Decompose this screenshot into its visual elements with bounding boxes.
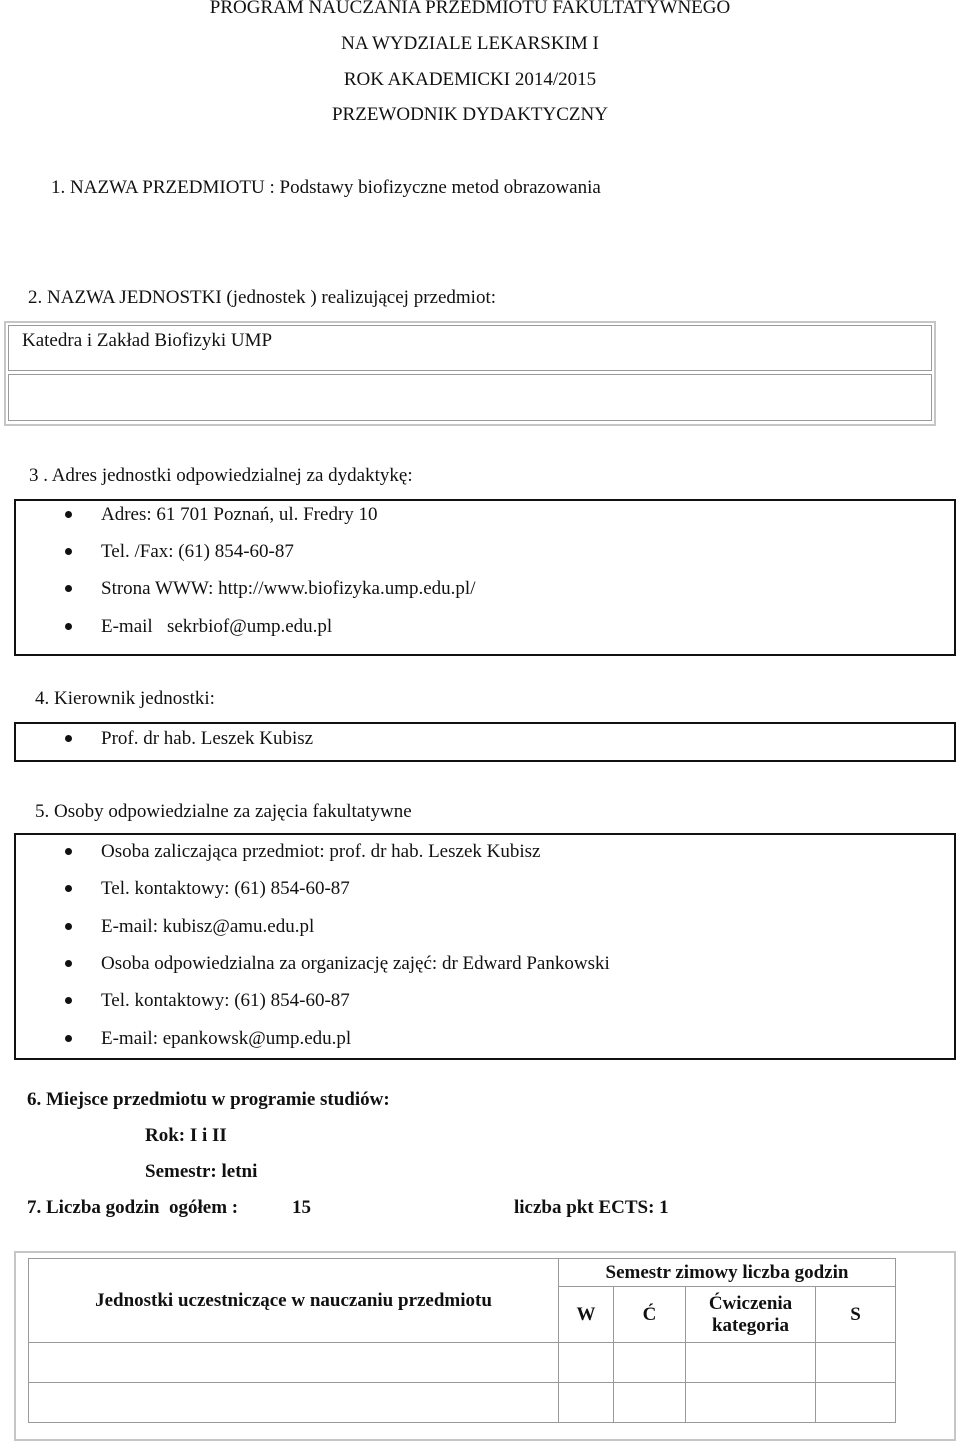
unit-name: Katedra i Zakład Biofizyki UMP <box>22 330 273 351</box>
bullet-icon <box>65 623 72 630</box>
bullet-icon <box>65 735 72 742</box>
col-header-c: Ć <box>614 1287 686 1343</box>
col-header-semester: Semestr zimowy liczba godzin <box>559 1259 896 1287</box>
unit-field-empty <box>8 374 932 421</box>
col-header-s: S <box>816 1287 896 1343</box>
doc-title-line-1: PROGRAM NAUCZANIA PRZEDMIOTU FAKULTATYWNEGO <box>209 0 731 18</box>
head-heading: 4. Kierownik jednostki: <box>35 688 215 709</box>
website-link[interactable]: Strona WWW: http://www.biofizyka.ump.edu.pl/ <box>101 578 476 599</box>
bullet-icon <box>65 923 72 930</box>
bullet-icon <box>65 511 72 518</box>
table-cell <box>816 1343 896 1383</box>
responsible-email[interactable]: E-mail: kubisz@amu.edu.pl <box>101 916 315 937</box>
bullet-icon <box>65 885 72 892</box>
responsible-item: Osoba zaliczająca przedmiot: prof. dr hab. Leszek Kubisz <box>101 841 541 862</box>
program-heading: 6. Miejsce przedmiotu w programie studiów: <box>27 1089 390 1110</box>
hours-label: 7. Liczba godzin ogółem : <box>27 1197 239 1218</box>
col-header-units: Jednostki uczestniczące w nauczaniu przedmiotu <box>29 1259 559 1343</box>
responsible-item: Tel. kontaktowy: (61) 854-60-87 <box>101 990 350 1011</box>
address-heading: 3 . Adres jednostki odpowiedzialnej za dydaktykę: <box>29 465 413 486</box>
table-cell <box>559 1383 614 1423</box>
responsible-item: Tel. kontaktowy: (61) 854-60-87 <box>101 878 350 899</box>
responsible-heading: 5. Osoby odpowiedzialne za zajęcia fakultatywne <box>35 801 412 822</box>
bullet-icon <box>65 1035 72 1042</box>
doc-title-line-4: PRZEWODNIK DYDAKTYCZNY <box>331 104 608 125</box>
study-year: Rok: I i II <box>145 1125 227 1146</box>
course-name: 1. NAZWA PRZEDMIOTU : Podstawy biofizyczne metod obrazowania <box>51 177 601 198</box>
bullet-icon <box>65 585 72 592</box>
bullet-icon <box>65 548 72 555</box>
doc-title-line-2: NA WYDZIALE LEKARSKIM I <box>341 33 599 54</box>
ects-value: liczba pkt ECTS: 1 <box>514 1197 669 1218</box>
bullet-icon <box>65 997 72 1004</box>
table-cell <box>29 1383 559 1423</box>
hours-value: 15 <box>292 1197 311 1218</box>
email-link[interactable]: E-mail sekrbiof@ump.edu.pl <box>101 616 333 637</box>
bullet-icon <box>65 960 72 967</box>
table-cell <box>614 1383 686 1423</box>
address-item: Adres: 61 701 Poznań, ul. Fredry 10 <box>101 504 378 525</box>
hours-table <box>28 1258 896 1423</box>
table-cell <box>816 1383 896 1423</box>
doc-title-line-3: ROK AKADEMICKI 2014/2015 <box>343 69 597 90</box>
responsible-email[interactable]: E-mail: epankowsk@ump.edu.pl <box>101 1028 352 1049</box>
table-cell <box>614 1343 686 1383</box>
head-name: Prof. dr hab. Leszek Kubisz <box>101 728 314 749</box>
col-header-w: W <box>559 1287 614 1343</box>
table-cell <box>559 1343 614 1383</box>
table-row <box>29 1383 896 1423</box>
responsible-box <box>14 833 956 1060</box>
study-semester: Semestr: letni <box>145 1161 258 1182</box>
table-row <box>29 1343 896 1383</box>
col-header-exercises: Ćwiczenia kategoria <box>686 1287 816 1343</box>
table-cell <box>686 1383 816 1423</box>
bullet-icon <box>65 848 72 855</box>
responsible-item: Osoba odpowiedzialna za organizację zajęć: dr Edward Pankowski <box>101 953 610 974</box>
unit-heading: 2. NAZWA JEDNOSTKI (jednostek ) realizującej przedmiot: <box>28 287 497 308</box>
table-cell <box>29 1343 559 1383</box>
table-cell <box>686 1343 816 1383</box>
address-item: Tel. /Fax: (61) 854-60-87 <box>101 541 294 562</box>
